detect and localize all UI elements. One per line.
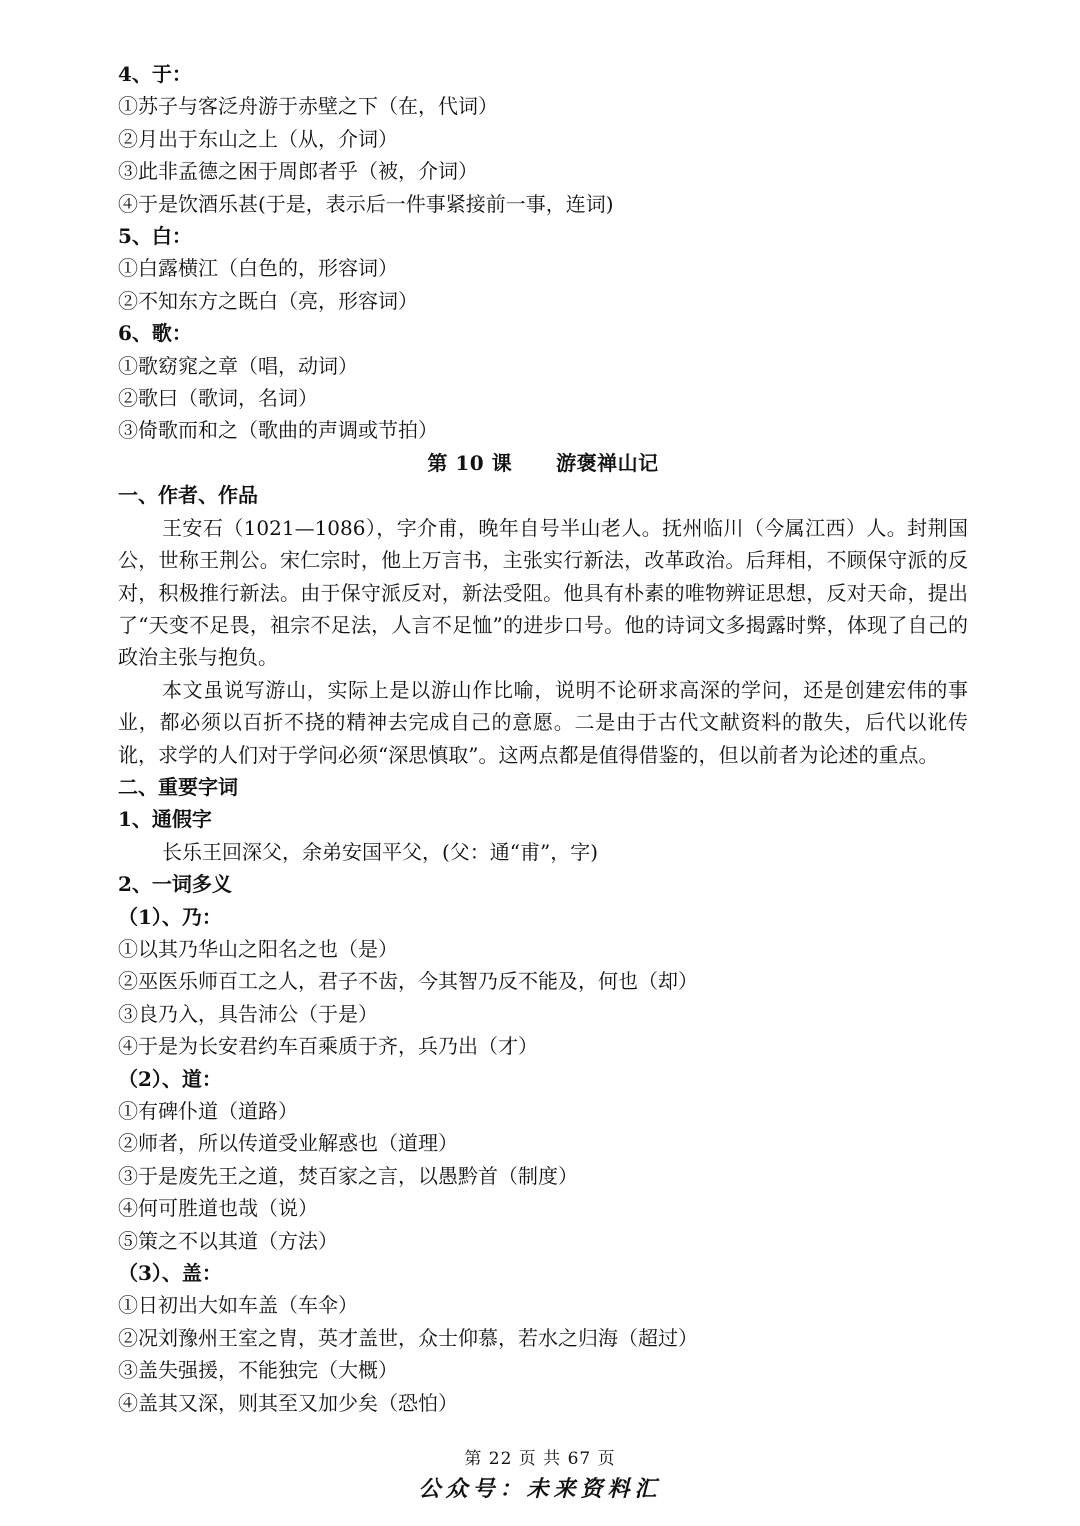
- list-item: ③于是废先王之道，焚百家之言，以愚黔首（制度）: [118, 1163, 578, 1188]
- list-item: ①有碑仆道（道路）: [118, 1099, 298, 1123]
- list-item: ③良乃入，具告沛公（于是）: [118, 1001, 378, 1026]
- list-item: ③倚歌而和之（歌曲的声调或节拍）: [118, 418, 438, 443]
- section-heading: 1、通假字: [118, 807, 212, 832]
- section-heading: 二、重要字词: [118, 774, 238, 799]
- section-heading: 2、一词多义: [118, 872, 232, 897]
- list-item: ④于是为长安君约车百乘质于齐，兵乃出（才）: [118, 1034, 538, 1059]
- section-heading: （2）、道：: [118, 1066, 222, 1091]
- list-item: ②月出于东山之上（从，介词）: [118, 126, 398, 151]
- list-item: ④于是饮酒乐甚(于是，表示后一件事紧接前一事，连词): [118, 191, 614, 216]
- list-item: ③盖失强援，不能独完（大概）: [118, 1358, 398, 1383]
- body-paragraph: 王安石（1021—1086），字介甫，晚年自号半山老人。抚州临川（今属江西）人。封荆国公，世称王荆公。宋仁宗时，他上万言书，主张实行新法，改革政治。后拜相，不顾保守派的反对，积极推行新法。由于保守派反对，新法受阻。他具有朴素的唯物辨证思想，反对天命，提出了“天变不足畏，祖宗不足法，人言不足恤”的进步口号。他的诗词文多揭露时弊，体现了自己的政治主张与抱负。: [118, 515, 968, 670]
- list-item: ①苏子与客泛舟游于赤壁之下（在，代词）: [118, 94, 498, 119]
- section-heading: 6、歌：: [118, 321, 192, 346]
- section-heading: 4、于：: [118, 62, 192, 86]
- section-heading: 5、白：: [118, 224, 192, 249]
- list-item: ①以其乃华山之阳名之也（是）: [118, 936, 398, 961]
- page-number: 第 22 页 共 67 页: [464, 1449, 616, 1469]
- list-item: ①歌窈窕之章（唱，动词）: [118, 353, 358, 378]
- lesson-heading: [118, 447, 968, 479]
- section-heading: （3）、盖：: [118, 1261, 222, 1286]
- section-heading: 一、作者、作品: [118, 483, 258, 508]
- list-item: ⑤策之不以其道（方法）: [118, 1228, 338, 1253]
- list-item: ④盖其又深，则其至又加少矣（恐怕）: [118, 1390, 458, 1415]
- section-heading: （1）、乃：: [118, 904, 222, 929]
- lesson-number: 第 10 课: [427, 450, 513, 475]
- list-item: ①日初出大如车盖（车伞）: [118, 1293, 358, 1318]
- body-paragraph: 长乐王回深父，余弟安国平父，(父：通“甫”，字): [162, 839, 599, 864]
- list-item: ②巫医乐师百工之人，君子不齿，今其智乃反不能及，何也（却）: [118, 969, 698, 994]
- list-item: ③此非孟德之困于周郎者乎（被，介词）: [118, 159, 478, 184]
- document-body: [118, 58, 968, 1419]
- list-item: ②师者，所以传道受业解惑也（道理）: [118, 1131, 458, 1156]
- list-item: ④何可胜道也哉（说）: [118, 1196, 318, 1221]
- list-item: ①白露横江（白色的，形容词）: [118, 256, 398, 281]
- list-item: ②况刘豫州王室之胄，英才盖世，众士仰慕，若水之归海（超过）: [118, 1325, 698, 1350]
- watermark-brand: 公众号：未来资料汇: [418, 1476, 662, 1502]
- body-paragraph: 本文虽说写游山，实际上是以游山作比喻，说明不论研求高深的学问，还是创建宏伟的事业，都必须以百折不挠的精神去完成自己的意愿。二是由于古代文献资料的散失，后代以讹传讹，求学的人们对于学问必须“深思慎取”。这两点都是值得借鉴的，但以前者为论述的重点。: [118, 677, 968, 767]
- list-item: ②歌曰（歌词，名词）: [118, 386, 318, 411]
- list-item: ②不知东方之既白（亮，形容词）: [118, 288, 418, 313]
- lesson-title: 游褒禅山记: [556, 450, 659, 475]
